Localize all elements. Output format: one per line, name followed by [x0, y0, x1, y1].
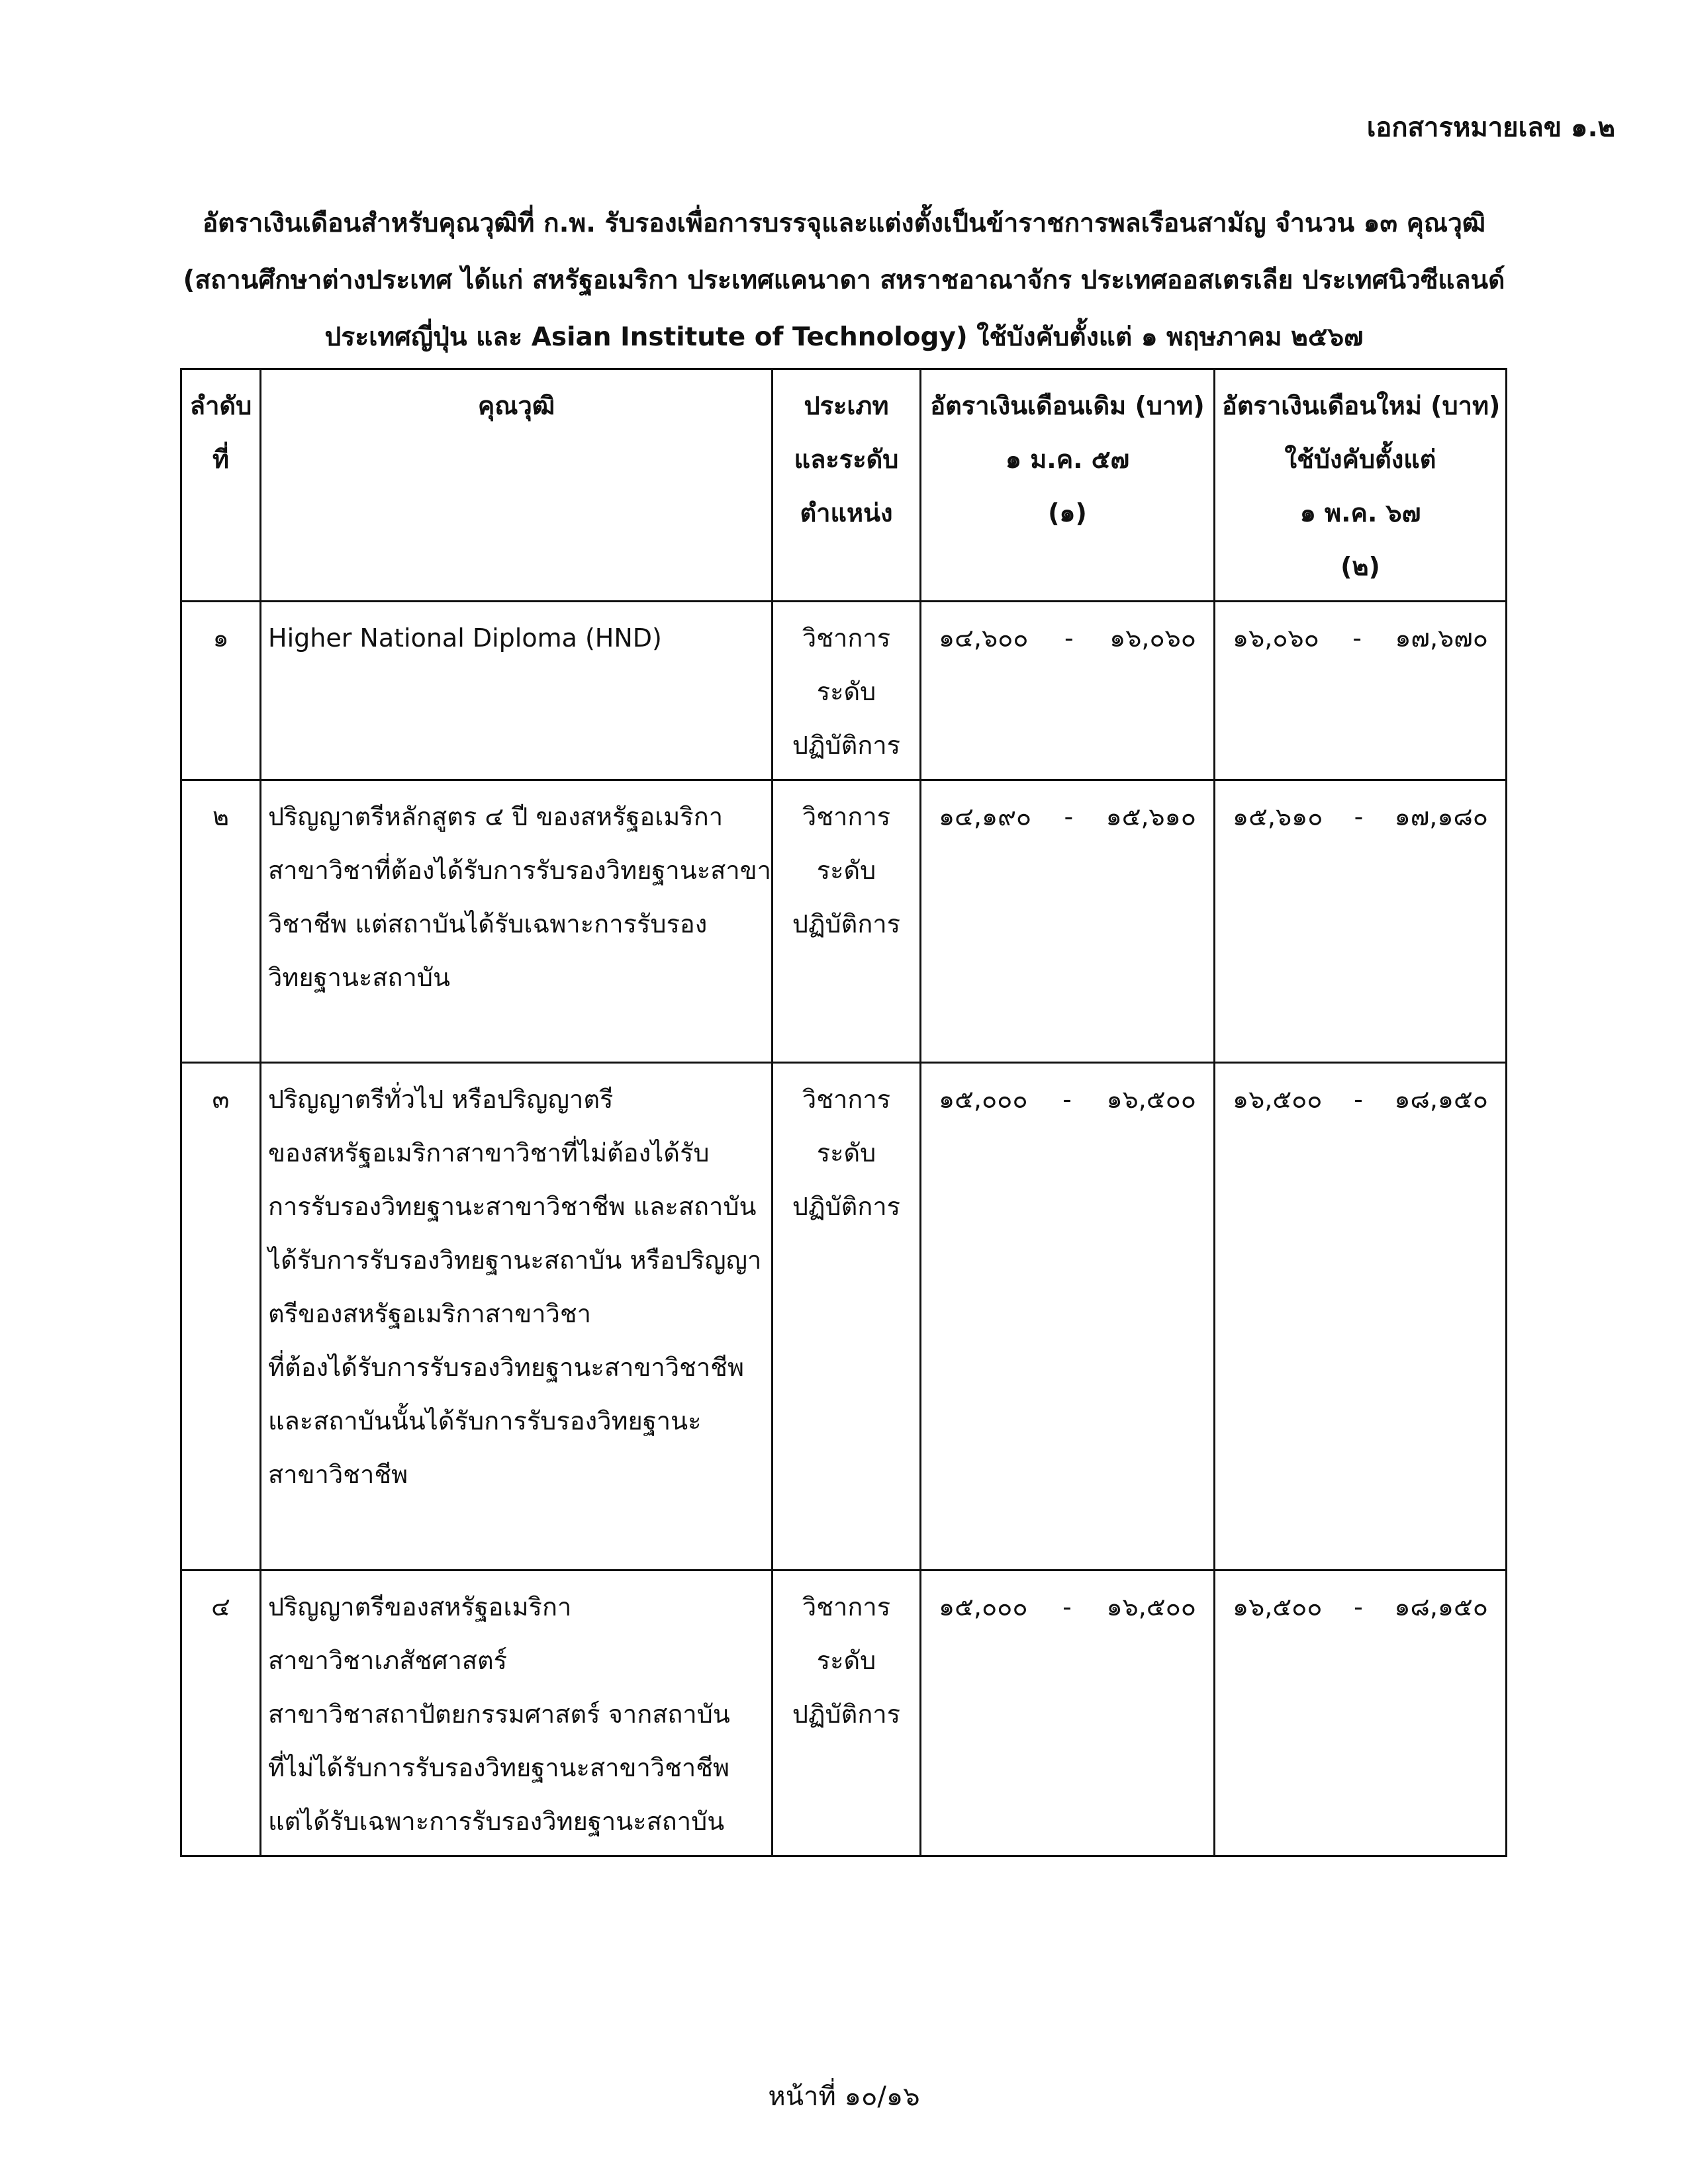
page-number: หน้าที่ ๑๐/๑๖ [768, 2081, 920, 2112]
position-type-cell: วิชาการ ระดับ ปฏิบัติการ [773, 1063, 921, 1570]
new-rate-cell [1215, 1570, 1507, 1856]
old-rate-max: ๑๖,๕๐๐ [1106, 1085, 1196, 1114]
table-row [181, 1063, 1507, 1570]
header-no: ลำดับ ที่ [181, 369, 261, 602]
old-rate-max: ๑๖,๕๐๐ [1106, 1592, 1196, 1621]
range-separator: - [1352, 623, 1362, 653]
old-rate-cell [921, 1570, 1215, 1856]
old-rate-min: ๑๕,๐๐๐ [939, 1085, 1028, 1114]
new-rate-min: ๑๖,๕๐๐ [1233, 1085, 1323, 1114]
range-separator: - [1354, 1085, 1363, 1114]
table-row [181, 602, 1507, 780]
salary-table [180, 368, 1507, 1857]
range-separator: - [1354, 1592, 1363, 1621]
old-rate-cell [921, 1063, 1215, 1570]
row-number: ๒ [181, 780, 261, 1063]
position-type-cell: วิชาการ ระดับ ปฏิบัติการ [773, 780, 921, 1063]
header-qualification: คุณวุฒิ [261, 369, 773, 602]
new-rate-min: ๑๕,๖๑๐ [1233, 802, 1323, 831]
title-line-3: ประเทศญี่ปุ่น และ Asian Institute of Technology) ใช้บังคับตั้งแต่ ๑ พฤษภาคม ๒๕๖๗ [324, 322, 1364, 352]
old-rate-cell [921, 602, 1215, 780]
new-rate-max: ๑๘,๑๕๐ [1394, 1592, 1488, 1621]
new-rate-max: ๑๘,๑๕๐ [1394, 1085, 1488, 1114]
qualification-cell: ปริญญาตรีหลักสูตร ๔ ปี ของสหรัฐอเมริกา สาขาวิชาที่ต้องได้รับการรับรองวิทยฐานะสาขา วิชาชีพ แต่สถาบันได้รับเฉพาะการรับรอง วิทยฐานะสถาบัน [261, 780, 773, 1063]
position-type-cell: วิชาการ ระดับ ปฏิบัติการ [773, 1570, 921, 1856]
range-separator: - [1064, 802, 1074, 831]
new-rate-max: ๑๗,๑๘๐ [1394, 802, 1488, 831]
range-separator: - [1354, 802, 1364, 831]
row-number: ๑ [181, 602, 261, 780]
new-rate-max: ๑๗,๖๗๐ [1395, 623, 1488, 653]
document-number: เอกสารหมายเลข ๑.๒ [1366, 113, 1615, 143]
table-row [181, 1570, 1507, 1856]
qualification-cell: ปริญญาตรีทั่วไป หรือปริญญาตรี ของสหรัฐอเมริกาสาขาวิชาที่ไม่ต้องได้รับ การรับรองวิทยฐานะสาขาวิชาชีพ และสถาบัน ได้รับการรับรองวิทยฐานะสถาบัน หรือปริญญา ตรีของสหรัฐอเมริกาสาขาวิชา ที่ต้องได้รับการรับรองวิทยฐานะสาขาวิชาชีพ และสถาบันนั้นได้รับการรับรองวิทยฐานะ สาขาวิชาชีพ [261, 1063, 773, 1570]
old-rate-min: ๑๔,๑๙๐ [939, 802, 1032, 831]
range-separator: - [1062, 1592, 1072, 1621]
old-rate-min: ๑๕,๐๐๐ [939, 1592, 1028, 1621]
header-old-rate: อัตราเงินเดือนเดิม (บาท) ๑ ม.ค. ๕๗ (๑) [921, 369, 1215, 602]
row-number: ๔ [181, 1570, 261, 1856]
range-separator: - [1062, 1085, 1072, 1114]
new-rate-min: ๑๖,๐๖๐ [1233, 623, 1319, 653]
table-header-row [181, 369, 1507, 602]
qualification-cell: Higher National Diploma (HND) [261, 602, 773, 780]
document-title [132, 195, 1556, 366]
range-separator: - [1064, 623, 1074, 653]
new-rate-cell [1215, 1063, 1507, 1570]
old-rate-cell [921, 780, 1215, 1063]
header-new-rate: อัตราเงินเดือนใหม่ (บาท) ใช้บังคับตั้งแต่ ๑ พ.ค. ๖๗ (๒) [1215, 369, 1507, 602]
old-rate-max: ๑๕,๖๑๐ [1105, 802, 1196, 831]
new-rate-cell [1215, 780, 1507, 1063]
qualification-cell: ปริญญาตรีของสหรัฐอเมริกา สาขาวิชาเภสัชศาสตร์ สาขาวิชาสถาปัตยกรรมศาสตร์ จากสถาบัน ที่ไม่ได้รับการรับรองวิทยฐานะสาขาวิชาชีพ แต่ได้รับเฉพาะการรับรองวิทยฐานะสถาบัน [261, 1570, 773, 1856]
new-rate-cell [1215, 602, 1507, 780]
new-rate-min: ๑๖,๕๐๐ [1233, 1592, 1323, 1621]
table-row [181, 780, 1507, 1063]
title-line-1: อัตราเงินเดือนสำหรับคุณวุฒิที่ ก.พ. รับรองเพื่อการบรรจุและแต่งตั้งเป็นข้าราชการพลเรือนสามัญ จำนวน ๑๓ คุณวุฒิ [202, 208, 1486, 238]
old-rate-max: ๑๖,๐๖๐ [1109, 623, 1196, 653]
old-rate-min: ๑๔,๖๐๐ [939, 623, 1029, 653]
header-type: ประเภท และระดับ ตำแหน่ง [773, 369, 921, 602]
title-line-2: (สถานศึกษาต่างประเทศ ได้แก่ สหรัฐอเมริกา ประเทศแคนาดา สหราชอาณาจักร ประเทศออสเตรเลีย ประเทศนิวซีแลนด์ [183, 265, 1505, 295]
row-number: ๓ [181, 1063, 261, 1570]
position-type-cell: วิชาการ ระดับ ปฏิบัติการ [773, 602, 921, 780]
